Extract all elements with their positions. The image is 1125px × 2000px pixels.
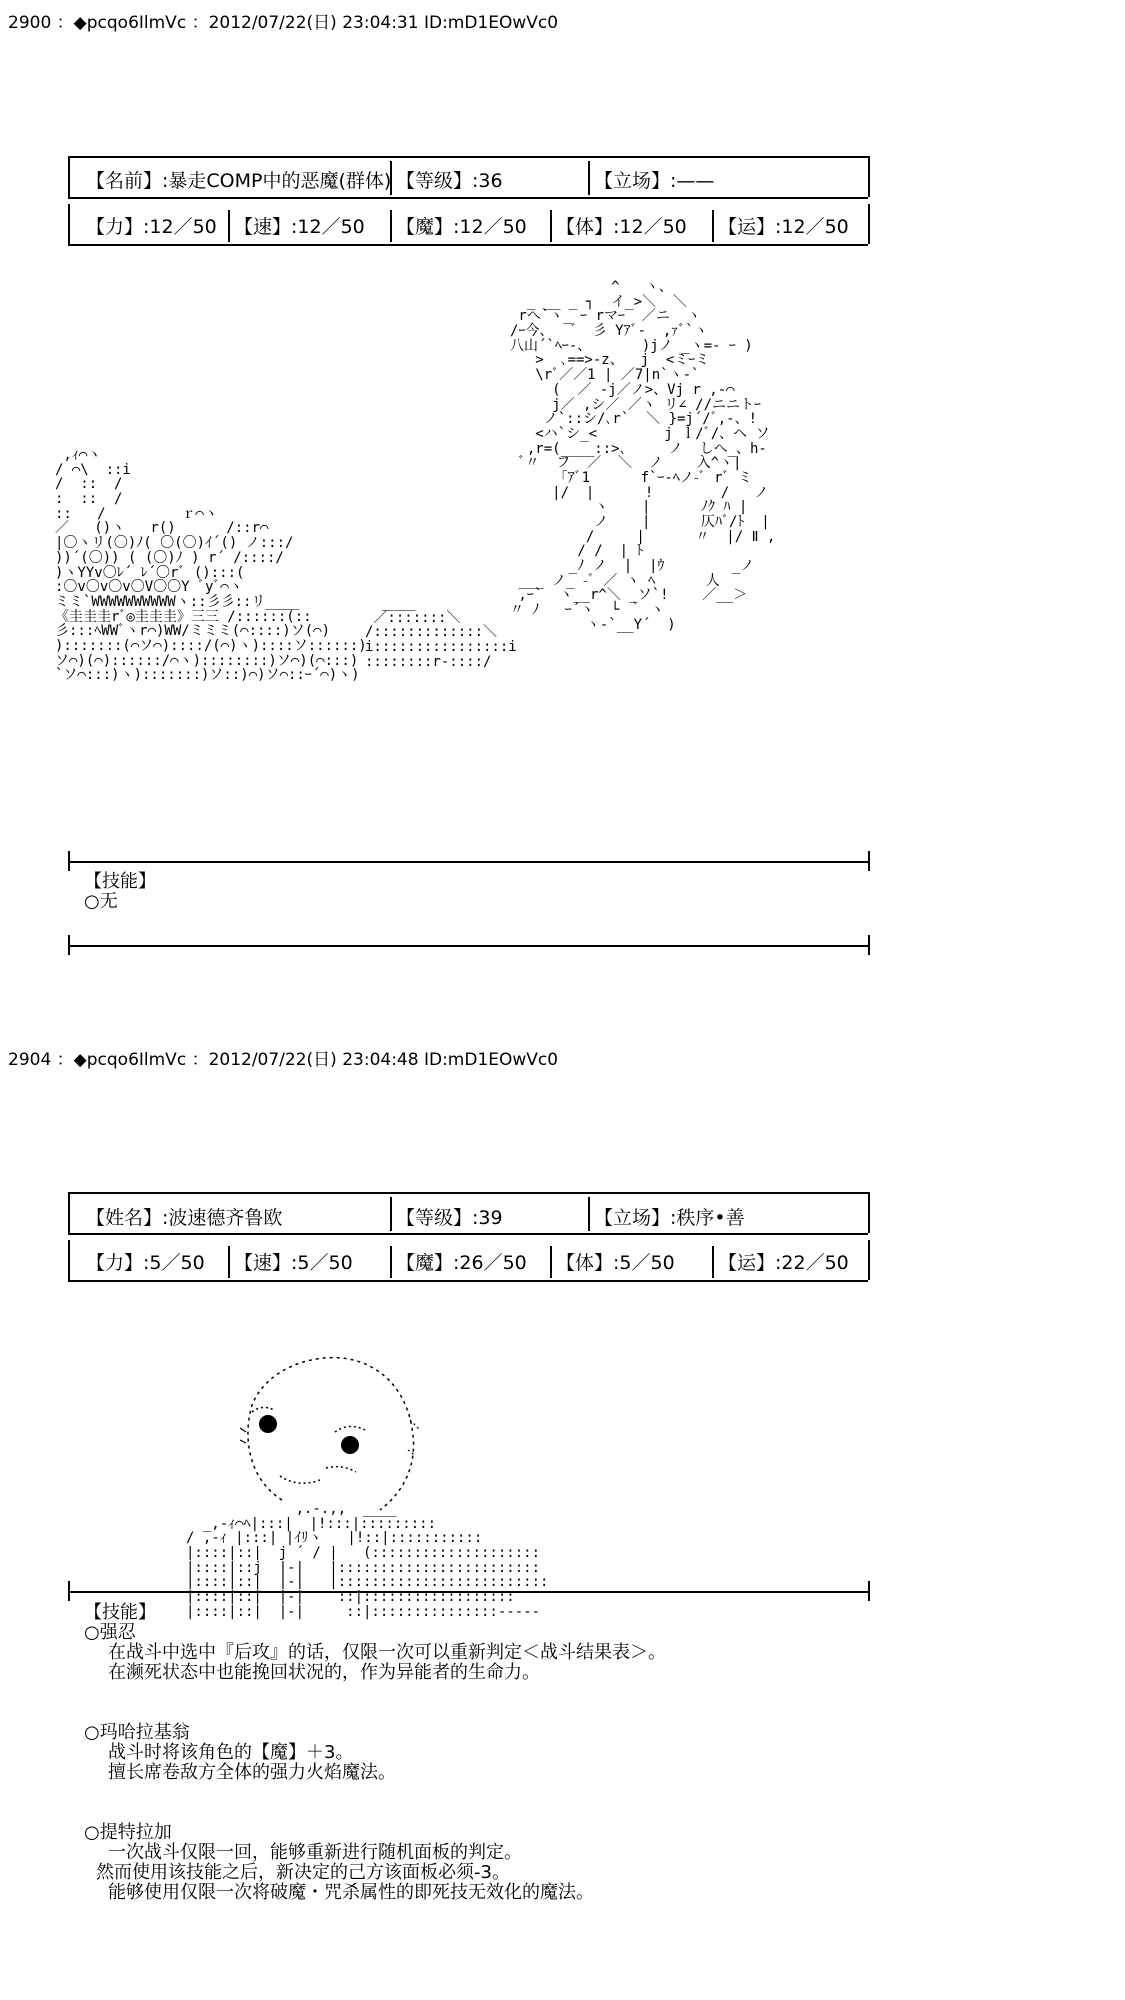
stat-luck: 【运】:12／50 bbox=[718, 216, 849, 238]
stat-strength: 【力】:12／50 bbox=[86, 216, 217, 238]
char-alignment: 【立场】:秩序•善 bbox=[594, 1207, 745, 1229]
char-name: 【名前】:暴走COMP中的恶魔(群体) bbox=[86, 170, 392, 192]
ascii-art-demons: ,ｨ⌒ヽ / ⌒\ ::i / :: / : :: / :: / ｒ⌒ヽ ／ ()ヽ r() /::r⌒ |〇ヽリ(〇)ﾉ( 〇(〇)ｲ´() ノ:::/ ))´(〇)) ( (〇)ﾉ ) r´ /::::/ )ヽYYv〇ﾚ´ ﾚ´〇rﾞ ():::( :〇v〇v〇v〇V〇〇Y ﾞyﾞ⌒ヽ ミミ`WWWWWWWWWWヽ::彡彡::リ____ 《圭圭圭rﾞ◎圭圭圭》三三 /::::::(:: 彡:::ﾍWWﾞヽr⌒)WW/ミミミ(⌒::::)ソ(⌒) ):::::::(⌒ソ⌒)::::/(⌒)ヽ)::::ソ::::::) ソ⌒)(⌒)::::::/⌒ヽ)::::::::)ソ⌒)(⌒:::) `ソ⌒:::)ヽ):::::::)ソ::)⌒)ソ⌒::ｰ´⌒)ヽ) bbox=[55, 447, 367, 684]
skill-name: ○强忍 bbox=[84, 1622, 136, 1643]
skill-name: ○玛哈拉基翁 bbox=[84, 1722, 190, 1743]
table-border-top bbox=[68, 1192, 868, 1194]
skills-divider bbox=[68, 935, 70, 955]
stat-speed: 【速】:5／50 bbox=[234, 1252, 353, 1274]
table-divider bbox=[228, 210, 230, 242]
skills-divider bbox=[868, 851, 870, 871]
skill-description: 战斗时将该角色的【魔】＋3。 bbox=[108, 1742, 354, 1763]
stat-vitality: 【体】:5／50 bbox=[556, 1252, 675, 1274]
stat-vitality: 【体】:12／50 bbox=[556, 216, 687, 238]
table-divider bbox=[68, 156, 70, 197]
char-level: 【等级】:39 bbox=[396, 1207, 503, 1229]
skills-border-top bbox=[68, 861, 868, 863]
table-divider bbox=[868, 1240, 870, 1280]
skill-description: 在战斗中选中『后攻』的话，仅限一次可以重新判定＜战斗结果表＞。 bbox=[108, 1642, 666, 1663]
stat-speed: 【速】:12／50 bbox=[234, 216, 365, 238]
stat-strength: 【力】:5／50 bbox=[86, 1252, 205, 1274]
table-border-bottom bbox=[68, 1280, 868, 1282]
table-divider bbox=[868, 156, 870, 197]
stat-magic: 【魔】:26／50 bbox=[396, 1252, 527, 1274]
ascii-art-pot: ____ ／:::::::＼ /:::::::::::::＼ i::::::::::::::::i ::::::::r-::::/ bbox=[365, 595, 517, 670]
table-divider bbox=[390, 1246, 392, 1278]
char-name: 【姓名】:波速德齐鲁欧 bbox=[86, 1207, 283, 1229]
skill-name: ○提特拉加 bbox=[84, 1822, 172, 1843]
skills-title: 【技能】 bbox=[84, 1602, 156, 1623]
skill-description: 在濒死状态中也能挽回状况的，作为异能者的生命力。 bbox=[108, 1662, 540, 1683]
skills-section bbox=[84, 1603, 666, 1903]
skills-border-bottom bbox=[68, 945, 868, 947]
table-divider bbox=[588, 161, 590, 195]
table-border-bottom bbox=[68, 244, 868, 246]
table-divider bbox=[390, 1197, 392, 1231]
skills-title: 【技能】 bbox=[84, 871, 156, 892]
table-divider bbox=[550, 1246, 552, 1278]
skills-divider bbox=[68, 851, 70, 871]
ascii-art-humanoid-demon: ^ ヽ、 _ __ _ ┐ イ_>＼ ＼ rへ`ヽ_ ｰ rマｰ ／ニ ヽ /ｰ今、 ゛ 彡 Yｱﾞ- ,ｧﾞ`ヽ 八山´`ﾍｰ-、 )jノ _ヽ=- ｰ ) > ､==>-z、 j <ミｰミ \rﾞ／／1 | ／7|n`ヽ-` ( ／ -j／ノ>、Vj r ,-⌒ j／ ,シ／ ／ヽ リ∠ //ニニトｰ ノ`::シ/､r` ＼ }=j´/ﾞ,-、! <ハ`シ_< j ｌ/ﾞ/、ヘ ソ ,r=(____::>､ ノ しへ_、h- ﾞ〃 フ ／ ＼ ノ 入^ヽ| ｢ｱﾞ1 f`ｰ-ﾍノ-ﾞ rﾞ ミ |/ | ! / ノ ヽ | ﾉｸ ﾊ | ノ | 仄ﾊﾞ/ﾄ | / | 〃 |/ Ⅱ , / / | ﾄ _ﾉ ノ | |ｳ _ノ ___ ノ_ -ﾞ ／ ヽ ﾍ 人 ,ｰ` ヽ__r^＼ _ソ`! ／__＞ 〃 ﾉ ｰ´ヽ └ ｀ ヽ ヽ-`__Y´ ) bbox=[510, 279, 776, 633]
skill-description: 能够使用仅限一次将破魔・咒杀属性的即死技无效化的魔法。 bbox=[108, 1882, 594, 1903]
skills-border-top bbox=[68, 1591, 868, 1593]
skills-divider bbox=[868, 1581, 870, 1601]
skill-name: ○无 bbox=[84, 891, 118, 912]
table-border-mid bbox=[68, 1233, 868, 1235]
table-divider bbox=[868, 1192, 870, 1233]
table-divider bbox=[68, 1192, 70, 1233]
skills-divider bbox=[68, 1581, 70, 1601]
table-divider bbox=[390, 210, 392, 242]
skills-section bbox=[84, 872, 156, 912]
table-divider bbox=[68, 204, 70, 244]
stat-magic: 【魔】:12／50 bbox=[396, 216, 527, 238]
char-level: 【等级】:36 bbox=[396, 170, 503, 192]
ascii-art-cape-body: ,.-.,, ____ _,-ｨ⌒ﾍ|:::| |!:::|::::::::: / ,-ｨ |:::| |ｲﾘヽ |!::|::::::::::: |::::|::| j ´ / | (:::::::::::::::::::: |::::|::j |-| |:::::::::::::::::::::::: |::::|::| |-| |::::::::::::::::::::::::: |::::|::| |-| ::|:::::::::::::::::: |::::|::| |-| ::|:::::::::::::::----- bbox=[186, 1501, 549, 1620]
skill-description: 一次战斗仅限一回，能够重新进行随机面板的判定。 bbox=[108, 1842, 522, 1863]
table-divider bbox=[588, 1197, 590, 1231]
skill-description: 然而使用该技能之后，新决定的己方该面板必须-3。 bbox=[96, 1862, 510, 1883]
stat-luck: 【运】:22／50 bbox=[718, 1252, 849, 1274]
table-divider bbox=[712, 1246, 714, 1278]
post-header: 2904 ：◆pcqo6IlmVc ：2012/07/22(日) 23:04:48 ID:mD1EOwVc0 bbox=[8, 1050, 559, 1070]
table-divider bbox=[68, 1240, 70, 1280]
table-divider bbox=[550, 210, 552, 242]
post-header: 2900 ：◆pcqo6IlmVc ：2012/07/22(日) 23:04:31 ID:mD1EOwVc0 bbox=[8, 13, 559, 33]
table-divider bbox=[712, 210, 714, 242]
table-divider bbox=[228, 1246, 230, 1278]
table-divider bbox=[868, 204, 870, 244]
skills-divider bbox=[868, 935, 870, 955]
char-alignment: 【立场】:—— bbox=[594, 170, 715, 192]
table-border-top bbox=[68, 156, 868, 158]
skill-description: 擅长席卷敌方全体的强力火焰魔法。 bbox=[108, 1762, 396, 1783]
character-portrait bbox=[230, 1350, 450, 1525]
table-border-mid bbox=[68, 197, 868, 199]
